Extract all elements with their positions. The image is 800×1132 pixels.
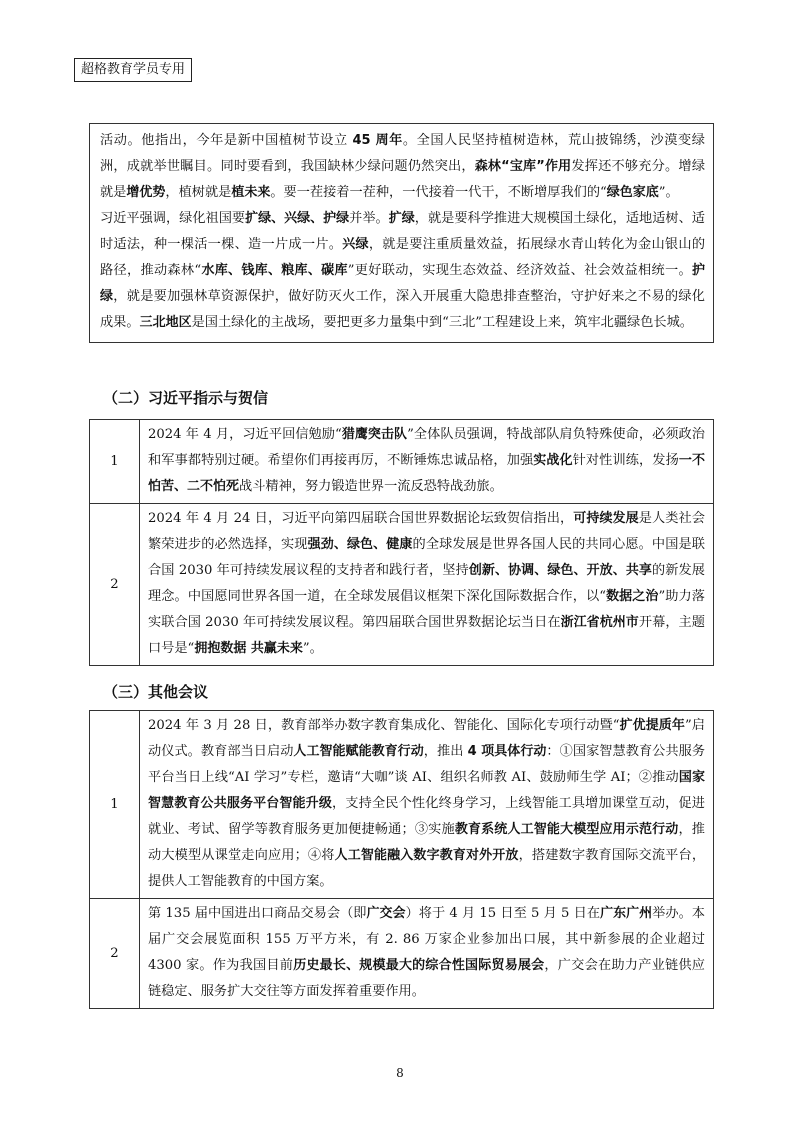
bold-text: 扩优提质年 xyxy=(619,718,685,733)
table-row xyxy=(90,504,714,666)
bold-text: 扩绿、兴绿、护绿 xyxy=(245,211,350,226)
bold-text: 森林“宝库”作用 xyxy=(474,159,572,174)
text-segment: 活动。他指出，今年是新中国植树节设立 xyxy=(100,133,353,148)
bold-text: 增优势 xyxy=(126,185,166,200)
page-number: 8 xyxy=(396,1066,404,1080)
text-segment: ：①国家智慧教育公共服务平台当日上线“AI 学习”专栏，邀请“大咖”谈 AI、组织名师教 AI、鼓励师生学 AI；②推动 xyxy=(148,744,706,785)
text-segment: 的全球发展是世界各国人民的共同心愿。中国是联合国 2030 年可持续发展议程的支持者和践行者，坚持 xyxy=(148,537,705,578)
text-segment: ”更好联动，实现生态效益、经济效益、社会效益相统一。 xyxy=(347,263,692,278)
text-segment: 2024 年 4 月 24 日，习近平向第四届联合国世界数据论坛致贺信指出， xyxy=(148,511,574,526)
section-title-meetings: （三）其他会议 xyxy=(103,683,209,701)
text-segment: 。要一茬接着一茬种，一代接着一代干，不断增厚我们的“ xyxy=(270,185,607,200)
text-segment: ”全体队员强调，特战部队肩负特殊使命，必须政治和军事都特别过硬。希望你们再接再厉，不断锤炼忠诚品格，加强 xyxy=(148,427,705,468)
text-segment: 习近平强调，绿化祖国要 xyxy=(100,211,246,226)
bold-text: 拥抱数据 共赢未来 xyxy=(194,641,303,656)
text-segment: 并举。 xyxy=(349,211,389,226)
text-segment: ，就是要科学推进大规模国土绿化，适地适树、适时适法，种一棵活一棵、造一片成一片。 xyxy=(100,211,705,252)
meetings-table xyxy=(89,710,714,1009)
row-number: 2 xyxy=(90,504,140,666)
text-segment: ，搭建数字教育国际交流平台，提供人工智能教育的中国方案。 xyxy=(148,848,706,889)
bold-text: 国家智慧教育公共服务平台智能升级 xyxy=(148,770,705,811)
text-segment: ”助力落实联合国 2030 年可持续发展议程。第四届联合国世界数据论坛当日在 xyxy=(148,589,705,630)
bold-text: 浙江省杭州市 xyxy=(560,615,639,630)
top-text-table xyxy=(89,123,714,343)
bold-text: 绿色家底 xyxy=(606,185,659,200)
text-segment: 战斗精神，努力锻造世界一流反恐特战劲旅。 xyxy=(239,479,503,494)
text-segment: 2024 年 3 月 28 日，教育部举办数字教育集成化、智能化、国际化专项行动暨“ xyxy=(148,718,620,733)
bold-text: 可持续发展 xyxy=(573,511,639,526)
bold-text: 人工智能赋能教育行动 xyxy=(293,744,424,759)
bold-text: 4 项具体行动 xyxy=(467,744,547,759)
bold-text: 水库、钱库、粮库、碳库 xyxy=(201,263,348,278)
text-segment: 针对性训练，发扬 xyxy=(572,453,679,468)
text-segment: ”。 xyxy=(658,185,679,200)
text-segment: ，推动大模型从课堂走向应用；④将 xyxy=(148,822,705,863)
text-segment: ，就是要加强林草资源保护，做好防灭火工作，深入开展重大隐患排查整治，守护好来之不易的绿化成果。 xyxy=(100,289,705,330)
table-row xyxy=(90,899,714,1009)
row-number: 2 xyxy=(90,899,140,1009)
text-segment: 是人类社会繁荣进步的必然选择，实现 xyxy=(148,511,705,552)
text-segment: ，支持全民个性化终身学习，上线智能工具增加课堂互动，促进就业、考试、留学等教育服务更加便捷畅通；③实施 xyxy=(148,796,705,837)
text-segment: 是国土绿化的主战场，要把更多力量集中到“三北”工程建设上来，筑牢北疆绿色长城。 xyxy=(191,315,693,330)
text-segment: 2024 年 4 月，习近平回信勉励“ xyxy=(148,427,342,442)
header-tag: 超格教育学员专用 xyxy=(74,58,192,82)
text-segment: 第 135 届中国进出口商品交易会（即 xyxy=(148,906,367,921)
text-segment: 举办。本届广交会展览面积 155 万平方米，有 2. 86 万家企业参加出口展，其中新参展的企业超过 4300 家。作为我国目前 xyxy=(148,906,705,973)
bold-text: 广交会 xyxy=(366,906,406,921)
bold-text: 护绿 xyxy=(100,263,705,304)
row-text xyxy=(140,711,714,899)
bold-text: 创新、协调、绿色、开放、共享 xyxy=(468,563,652,578)
top-text-cell xyxy=(90,124,714,343)
bold-text: 人工智能融入数字教育对外开放 xyxy=(334,848,519,863)
bold-text: 数据之治 xyxy=(606,589,659,604)
row-text xyxy=(140,899,714,1009)
row-number: 1 xyxy=(90,711,140,899)
text-segment: 开幕，主题口号是“ xyxy=(148,615,705,656)
bold-text: 实战化 xyxy=(533,453,573,468)
row-number: 1 xyxy=(90,420,140,504)
bold-text: 历史最长、规模最大的综合性国际贸易展会 xyxy=(293,958,545,973)
bold-text: 扩绿 xyxy=(388,211,415,226)
table-row xyxy=(90,711,714,899)
text-segment: ，广交会在助力产业链供应链稳定、服务扩大交往等方面发挥着重要作用。 xyxy=(148,958,705,999)
text-segment: ，推出 xyxy=(423,744,468,759)
text-segment: ”启动仪式。教育部当日启动 xyxy=(148,718,705,759)
bold-text: 三北地区 xyxy=(139,315,192,330)
section-title-directives: （二）习近平指示与贺信 xyxy=(103,389,269,407)
text-segment: ）将于 4 月 15 日至 5 月 5 日在 xyxy=(405,906,601,921)
directives-table xyxy=(89,419,714,666)
table-row xyxy=(90,420,714,504)
row-text xyxy=(140,420,714,504)
bold-text: 猎鹰突击队 xyxy=(341,427,408,442)
bold-text: 一不怕苦、二不怕死 xyxy=(148,453,705,494)
bold-text: 教育系统人工智能大模型应用示范行动 xyxy=(454,822,679,837)
text-segment: 的新发展理念。中国愿同世界各国一道，在全球发展倡议框架下深化国际数据合作，以“ xyxy=(148,563,705,604)
text-segment: 。全国人民坚持植树造林，荒山披锦绣，沙漠变绿洲，成就举世瞩目。同时要看到，我国缺林少绿问题仍然突出， xyxy=(100,133,705,174)
bold-text: 兴绿 xyxy=(342,237,369,252)
row-text xyxy=(140,504,714,666)
text-segment: 发挥还不够充分。增绿就是 xyxy=(100,159,706,200)
bold-text: 45 周年 xyxy=(352,133,403,148)
text-segment: ，就是要注重质量效益，拓展绿水青山转化为金山银山的路径，推动森林“ xyxy=(100,237,706,278)
bold-text: 广东广州 xyxy=(600,906,653,921)
bold-text: 植未来 xyxy=(231,185,271,200)
text-segment: ”。 xyxy=(302,641,323,656)
text-segment: ，植树就是 xyxy=(165,185,232,200)
bold-text: 强劲、绿色、健康 xyxy=(307,537,413,552)
